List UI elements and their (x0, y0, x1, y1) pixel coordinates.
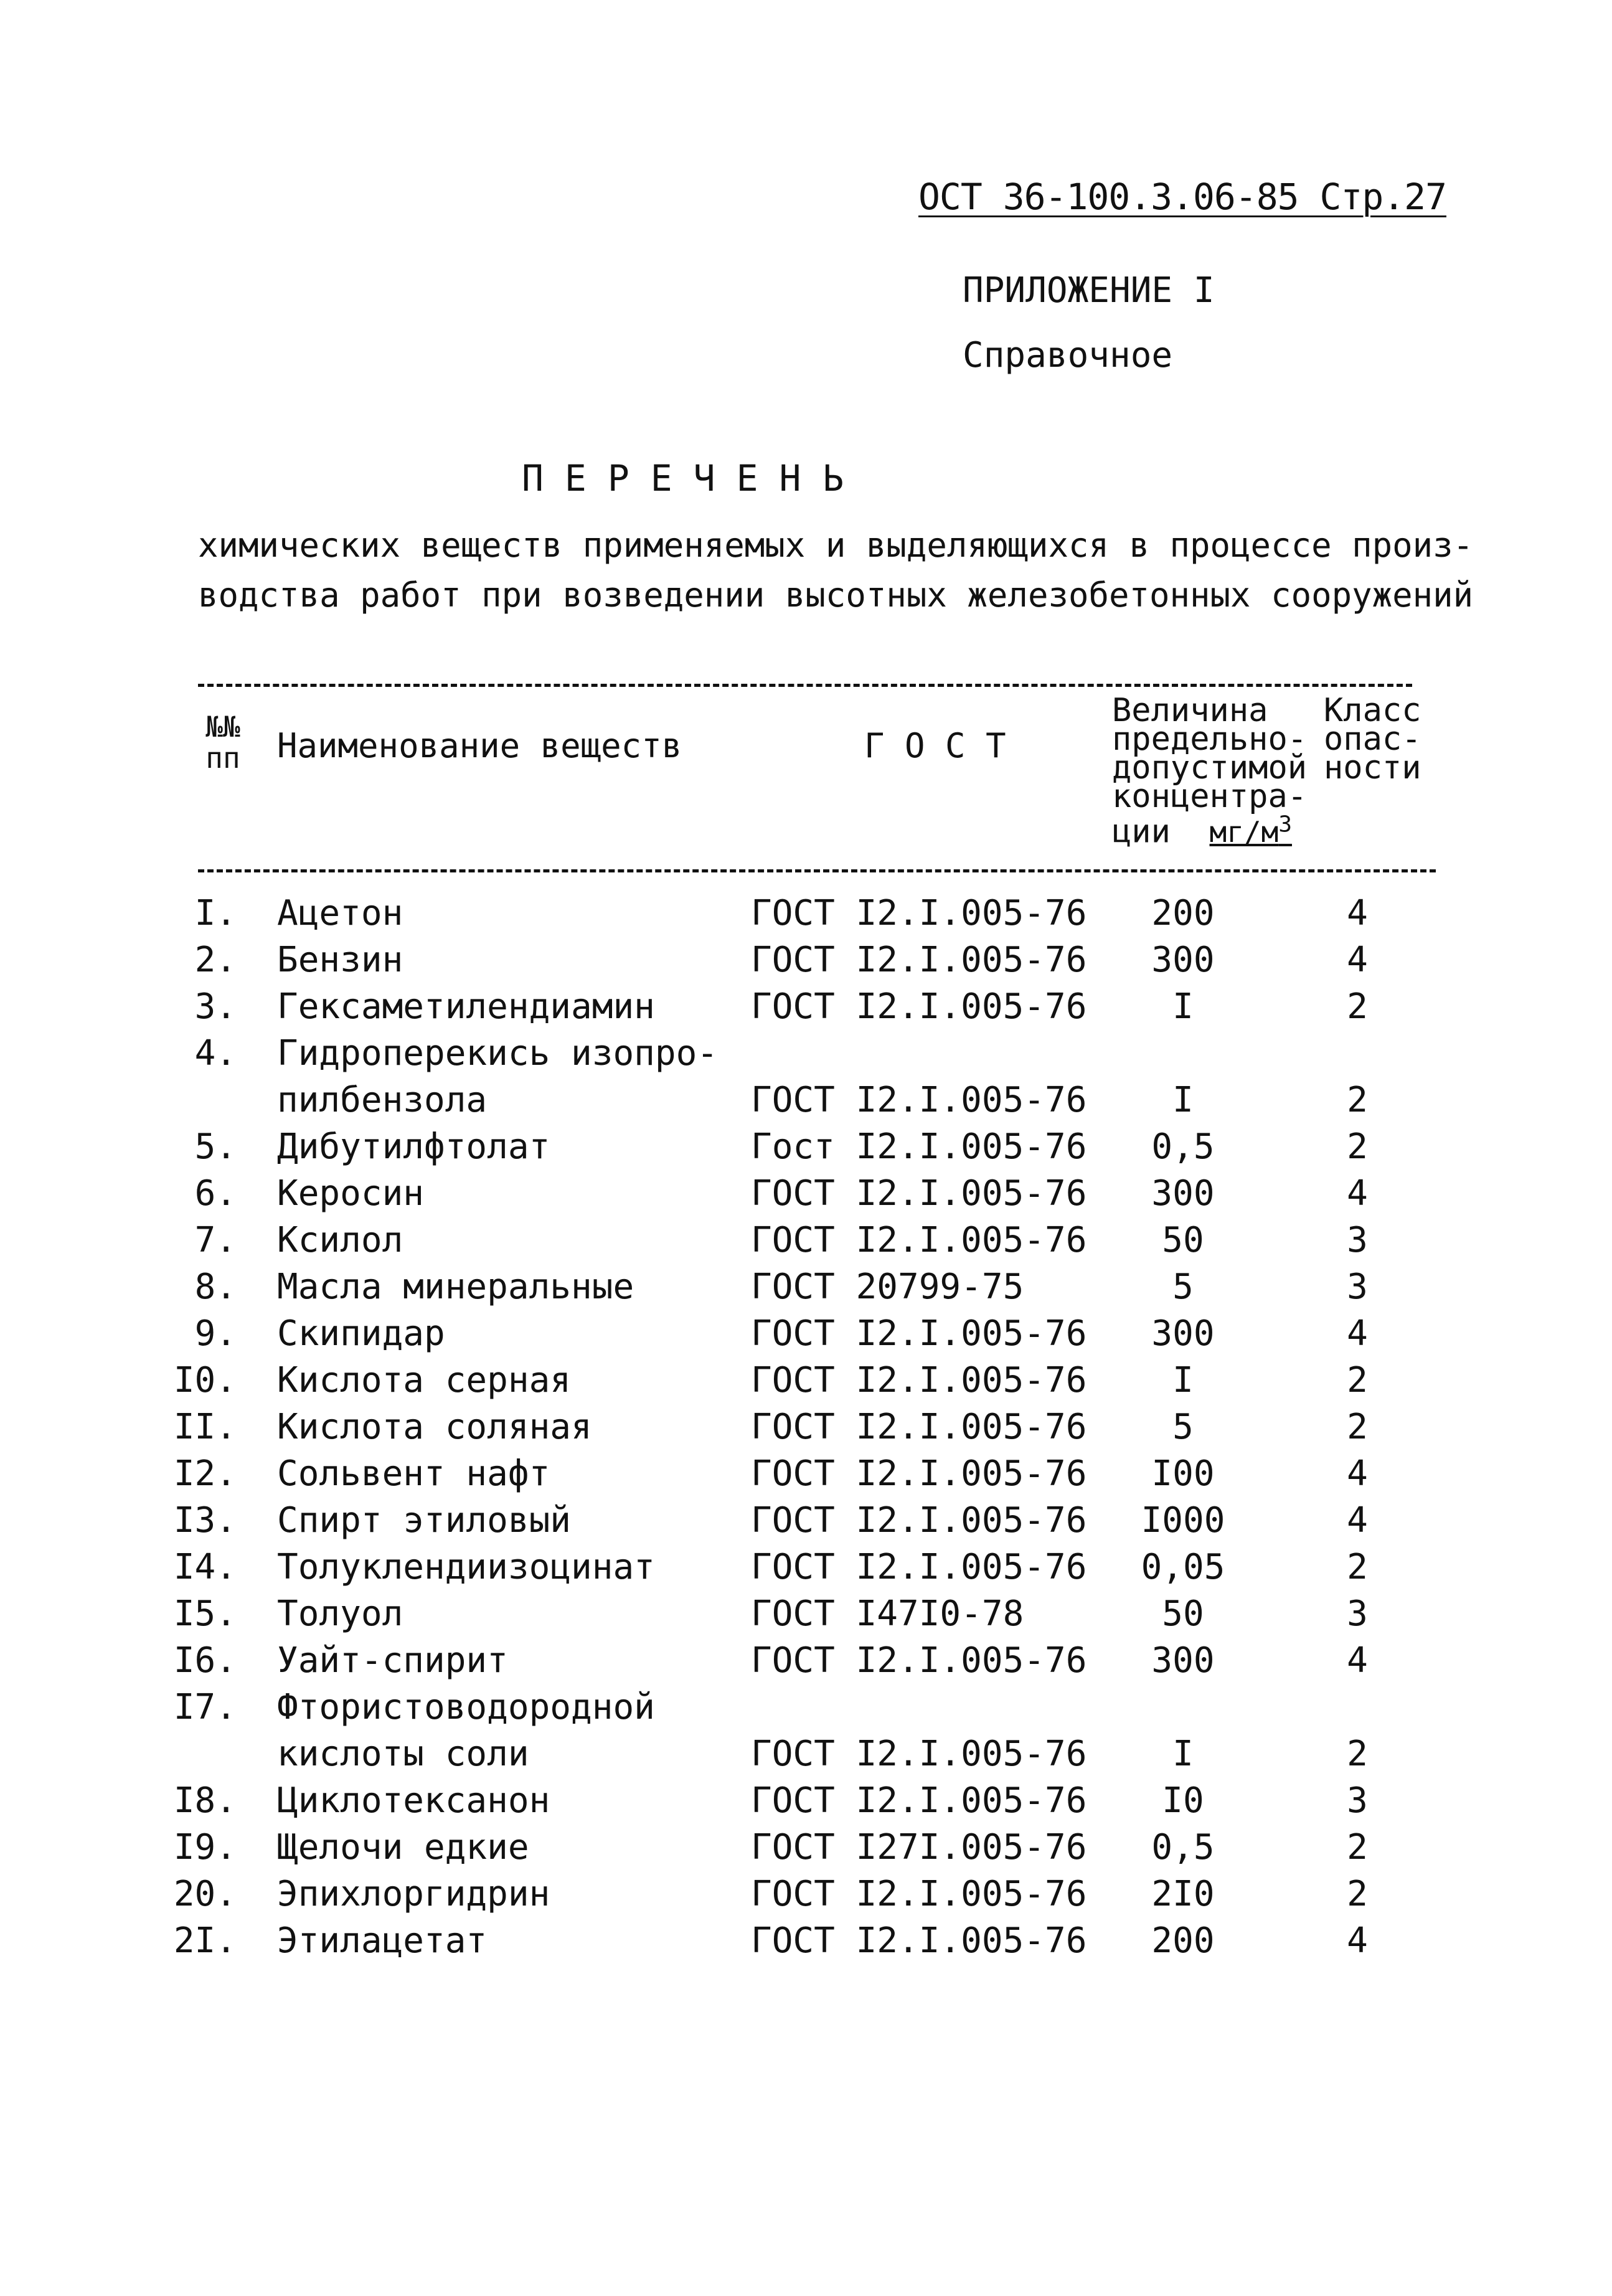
substance-name: Толуклендиизоцинат (277, 1547, 655, 1587)
table-row (0, 1172, 1612, 1216)
row-number: I4. (173, 1547, 237, 1587)
table-row (0, 892, 1612, 935)
row-number: I8. (173, 1780, 237, 1821)
substance-name: Скипидар (277, 1313, 445, 1354)
gost-standard: ГОСТ I47I0-78 (751, 1594, 1024, 1634)
concentration-limit: 0,5 (1151, 1827, 1215, 1868)
gost-standard: ГОСТ I2.I.005-76 (751, 1313, 1087, 1354)
row-number: 4. (194, 1033, 237, 1074)
concentration-limit: I000 (1141, 1500, 1225, 1541)
concentration-limit: 2I0 (1151, 1874, 1215, 1914)
substance-name: Циклотексанон (277, 1780, 550, 1821)
row-number: 20. (173, 1874, 237, 1914)
gost-standard: ГОСТ I2.I.005-76 (751, 940, 1087, 980)
hazard-class: 2 (1347, 1734, 1368, 1774)
gost-standard: ГОСТ I2.I.005-76 (751, 1453, 1087, 1494)
substance-name: Эпихлоргидрин (277, 1874, 550, 1914)
table-row (0, 1779, 1612, 1823)
row-number: I3. (173, 1500, 237, 1541)
gost-standard: ГОСТ I2.I.005-76 (751, 1780, 1087, 1821)
table-row (0, 1405, 1612, 1449)
column-header-class: Класс опас- ности (1324, 692, 1421, 787)
gost-standard: ГОСТ I2.I.005-76 (751, 1080, 1087, 1120)
gost-standard: ГОСТ I2.I.005-76 (751, 1220, 1087, 1260)
substance-name: Ксилол (277, 1220, 403, 1260)
gost-standard: ГОСТ 20799-75 (751, 1267, 1024, 1307)
table-row (0, 1265, 1612, 1309)
hazard-class: 4 (1347, 1173, 1368, 1214)
row-number: I0. (173, 1360, 237, 1401)
hazard-class: 3 (1347, 1780, 1368, 1821)
substance-name: Фтористоводородной (277, 1687, 655, 1727)
hazard-class: 4 (1347, 1313, 1368, 1354)
table-row (0, 985, 1612, 1029)
hazard-class: 4 (1347, 1453, 1368, 1494)
gost-standard: ГОСТ I2.I.005-76 (751, 1920, 1087, 1961)
gost-standard: ГОСТ I2.I.005-76 (751, 1360, 1087, 1401)
gost-standard: Гост I2.I.005-76 (751, 1127, 1087, 1167)
substance-name: Гидроперекись изопро- (277, 1033, 719, 1074)
hazard-class: 2 (1347, 1827, 1368, 1868)
table-row (0, 1873, 1612, 1916)
hazard-class: 2 (1347, 1547, 1368, 1587)
row-number: I. (194, 893, 237, 933)
header-top-rule (198, 684, 1412, 687)
hazard-class: 3 (1347, 1594, 1368, 1634)
row-number: I6. (173, 1640, 237, 1681)
hazard-class: 2 (1347, 986, 1368, 1027)
concentration-limit: I (1172, 1734, 1194, 1774)
concentration-limit: 300 (1151, 1173, 1215, 1214)
concentration-limit: 5 (1172, 1407, 1194, 1447)
header-bottom-rule (198, 869, 1436, 872)
appendix-label: ПРИЛОЖЕНИЕ I (963, 270, 1215, 311)
limit-unit: $мг/м^3$ (1209, 812, 1293, 849)
row-number: 7. (194, 1220, 237, 1260)
gost-standard: ГОСТ I2.I.005-76 (751, 1407, 1087, 1447)
row-number: 2. (194, 940, 237, 980)
table-row (0, 1826, 1612, 1869)
row-number: 9. (194, 1313, 237, 1354)
substance-name: Уайт-спирит (277, 1640, 508, 1681)
table-row (0, 938, 1612, 982)
hazard-class: 2 (1347, 1080, 1368, 1120)
concentration-limit: I0 (1162, 1780, 1204, 1821)
hazard-class: 2 (1347, 1360, 1368, 1401)
concentration-limit: 300 (1151, 1640, 1215, 1681)
subtitle-line-1: химических веществ применяемых и выделяющихся в процессе произ- (198, 526, 1474, 565)
row-number: 3. (194, 986, 237, 1027)
gost-standard: ГОСТ I2.I.005-76 (751, 986, 1087, 1027)
gost-standard: ГОСТ I2.I.005-76 (751, 1500, 1087, 1541)
table-row (0, 1359, 1612, 1402)
hazard-class: 3 (1347, 1220, 1368, 1260)
table-row (0, 1452, 1612, 1496)
table-row (0, 1592, 1612, 1636)
gost-standard: ГОСТ I2.I.005-76 (751, 1640, 1087, 1681)
concentration-limit: 300 (1151, 940, 1215, 980)
table-row (0, 1125, 1612, 1169)
substance-name: Керосин (277, 1173, 425, 1214)
gost-standard: ГОСТ I2.I.005-76 (751, 1734, 1087, 1774)
gost-standard: ГОСТ I2.I.005-76 (751, 1173, 1087, 1214)
concentration-limit: I (1172, 1360, 1194, 1401)
substance-name-continued: пилбензола (277, 1080, 488, 1120)
table-row (0, 1686, 1612, 1774)
table-row (0, 1499, 1612, 1542)
gost-standard: ГОСТ I2.I.005-76 (751, 1547, 1087, 1587)
row-number: II. (173, 1407, 237, 1447)
table-row (0, 1919, 1612, 1963)
row-number: 6. (194, 1173, 237, 1214)
row-number: I5. (173, 1594, 237, 1634)
substance-name: Масла минеральные (277, 1267, 634, 1307)
table-row (0, 1546, 1612, 1589)
hazard-class: 4 (1347, 940, 1368, 980)
concentration-limit: 200 (1151, 893, 1215, 933)
concentration-limit: 50 (1162, 1220, 1204, 1260)
substance-name: Кислота серная (277, 1360, 572, 1401)
row-number: 8. (194, 1267, 237, 1307)
substance-name: Щелочи едкие (277, 1827, 529, 1868)
row-number: 2I. (173, 1920, 237, 1961)
concentration-limit: 200 (1151, 1920, 1215, 1961)
row-number: I7. (173, 1687, 237, 1727)
concentration-limit: 0,05 (1141, 1547, 1225, 1587)
row-number: 5. (194, 1127, 237, 1167)
concentration-limit: 5 (1172, 1267, 1194, 1307)
column-header-gost: Г О С Т (864, 726, 1006, 765)
document-code: ОСТ 36-100.3.06-85 Стр.27 (918, 176, 1446, 218)
concentration-limit: I00 (1151, 1453, 1215, 1494)
list-subtitle (198, 521, 1474, 620)
substance-name: Гексаметилендиамин (277, 986, 655, 1027)
hazard-class: 4 (1347, 1640, 1368, 1681)
concentration-limit: 300 (1151, 1313, 1215, 1354)
substance-name: Дибутилфтолат (277, 1127, 550, 1167)
hazard-class: 2 (1347, 1127, 1368, 1167)
substance-name: Кислота соляная (277, 1407, 592, 1447)
substance-name-continued: кислоты соли (277, 1734, 529, 1774)
concentration-limit: I (1172, 986, 1194, 1027)
substance-name: Этилацетат (277, 1920, 488, 1961)
list-title: ПЕРЕЧЕНЬ (522, 457, 865, 499)
gost-standard: ГОСТ I27I.005-76 (751, 1827, 1087, 1868)
table-row (0, 1312, 1612, 1356)
table-row (0, 1639, 1612, 1683)
column-header-name: Наименование веществ (277, 726, 682, 765)
column-header-number: №№ пп (205, 710, 240, 775)
concentration-limit: 0,5 (1151, 1127, 1215, 1167)
gost-standard: ГОСТ I2.I.005-76 (751, 1874, 1087, 1914)
gost-standard: ГОСТ I2.I.005-76 (751, 893, 1087, 933)
hazard-class: 2 (1347, 1874, 1368, 1914)
hazard-class: 4 (1347, 1920, 1368, 1961)
row-number: I2. (173, 1453, 237, 1494)
concentration-limit: 50 (1162, 1594, 1204, 1634)
substance-name: Толуол (277, 1594, 403, 1634)
row-number: I9. (173, 1827, 237, 1868)
concentration-limit: I (1172, 1080, 1194, 1120)
column-header-limit: Величина предельно- допустимой концентра- ции $мг/м^3$ (1112, 692, 1308, 851)
substance-name: Спирт этиловый (277, 1500, 572, 1541)
hazard-class: 4 (1347, 893, 1368, 933)
substance-name: Сольвент нафт (277, 1453, 550, 1494)
subtitle-line-2: водства работ при возведении высотных железобетонных сооружений (198, 575, 1474, 615)
hazard-class: 4 (1347, 1500, 1368, 1541)
table-row (0, 1219, 1612, 1262)
substance-name: Ацетон (277, 893, 403, 933)
hazard-class: 2 (1347, 1407, 1368, 1447)
hazard-class: 3 (1347, 1267, 1368, 1307)
table-row (0, 1032, 1612, 1120)
reference-label: Справочное (963, 335, 1173, 376)
substance-name: Бензин (277, 940, 403, 980)
